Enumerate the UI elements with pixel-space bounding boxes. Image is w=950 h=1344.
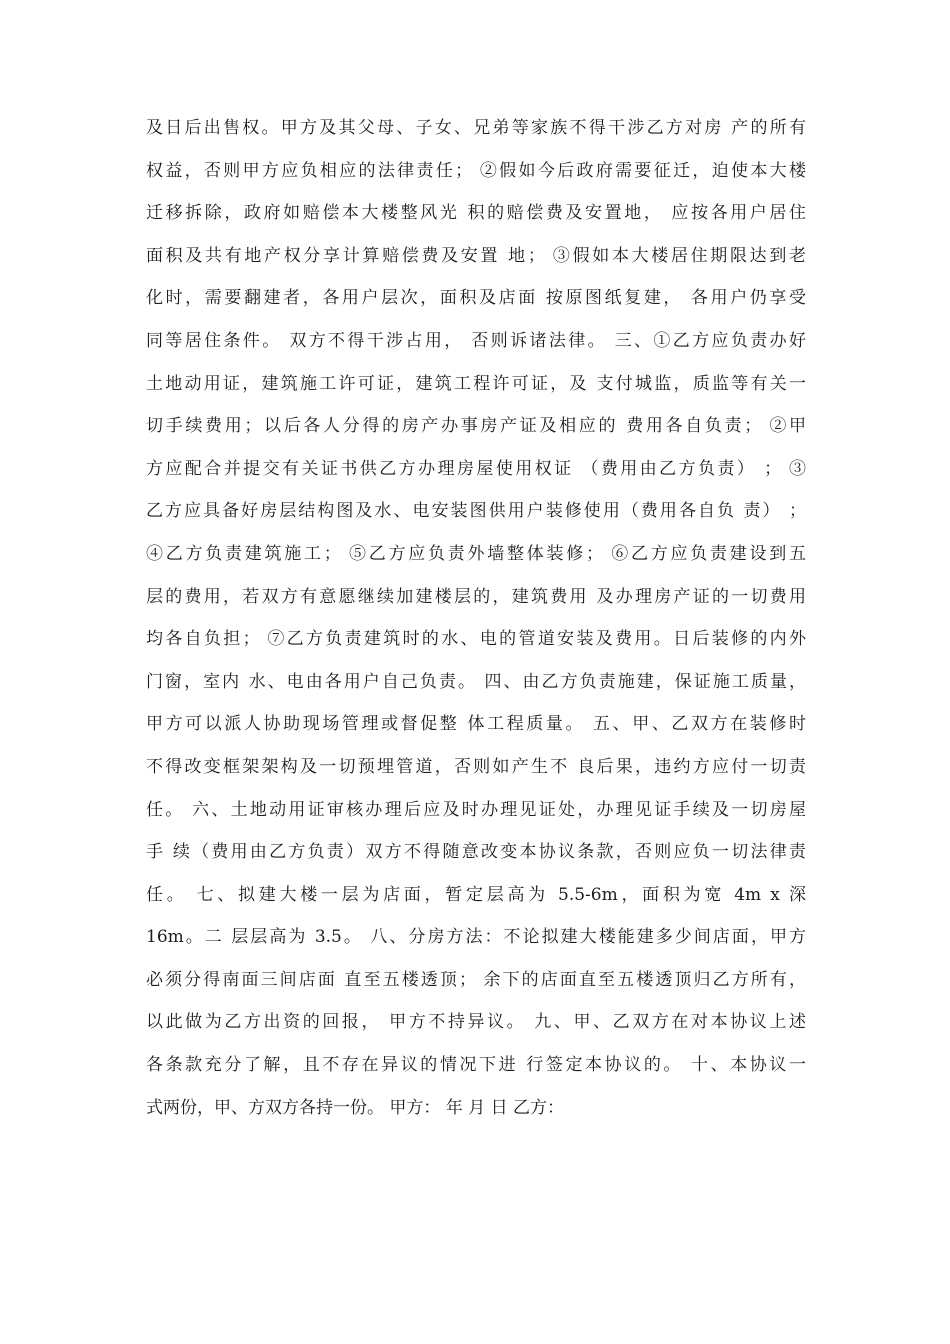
text-line-10: 乙方应具备好房层结构图及水、电安装图供用户装修使用（费用各自负 责） ； [146,501,806,522]
text-line-15: 甲方可以派人协助现场管理或督促整 体工程质量。 五、甲、乙双方在装修时 [146,714,806,735]
text-line-1: 及日后出售权。甲方及其父母、子女、兄弟等家族不得干涉乙方对房 产的所有 [146,118,806,138]
text-line-23: 各条款充分了解，且不存在异议的情况下进 行签定本协议的。 十、本协议一 [146,1055,806,1076]
text-line-13: 均各自负担； ⑦乙方负责建筑时的水、电的管道安装及费用。日后装修的内外 [146,629,806,650]
text-line-14: 门窗，室内 水、电由各用户自己负责。 四、由乙方负责施建，保证施工质量， [146,671,806,692]
text-line-3: 迁移拆除，政府如赔偿本大楼整风光 积的赔偿费及安置地， 应按各用户居住 [146,203,806,224]
text-line-22: 以此做为乙方出资的回报， 甲方不持异议。 九、甲、乙双方在对本协议上述 [146,1012,806,1033]
text-line-20: 16m。二 层层高为 3.5。 八、分房方法：不论拟建大楼能建多少间店面，甲方 [146,927,806,948]
text-line-24: 式两份，甲、方双方各持一份。 甲方： 年 月 日 乙方： [146,1097,565,1118]
text-line-19: 任。 七、拟建大楼一层为店面，暂定层高为 5.5-6m，面积为宽 4m x 深 [146,884,806,905]
text-line-6: 同等居住条件。 双方不得干涉占用， 否则诉诸法律。 三、①乙方应负责办好 [146,330,806,351]
text-line-4: 面积及共有地产权分享计算赔偿费及安置 地； ③假如本大楼居住期限达到老 [146,245,806,266]
text-line-5: 化时，需要翻建者，各用户层次，面积及店面 按原图纸复建， 各用户仍享受 [146,288,806,309]
text-line-11: ④乙方负责建筑施工； ⑤乙方应负责外墙整体装修； ⑥乙方应负责建设到五 [146,543,806,564]
agreement-body-text [146,120,806,1142]
text-line-18: 手 续（费用由乙方负责）双方不得随意改变本协议条款，否则应负一切法律责 [146,842,806,863]
text-line-17: 任。 六、土地动用证审核办理后应及时办理见证处，办理见证手续及一切房屋 [146,799,806,820]
text-line-9: 方应配合并提交有关证书供乙方办理房屋使用权证 （费用由乙方负责） ； ③ [146,458,806,479]
text-line-12: 层的费用，若双方有意愿继续加建楼层的，建筑费用 及办理房产证的一切费用 [146,586,806,607]
text-line-2: 权益，否则甲方应负相应的法律责任； ②假如今后政府需要征迁，迫使本大楼 [146,160,806,181]
text-line-21: 必须分得南面三间店面 直至五楼透顶； 余下的店面直至五楼透顶归乙方所有， [146,969,806,990]
text-line-16: 不得改变框架架构及一切预埋管道，否则如产生不 良后果，违约方应付一切责 [146,756,806,777]
text-line-7: 土地动用证，建筑施工许可证，建筑工程许可证，及 支付城监，质监等有关一 [146,373,806,394]
text-line-8: 切手续费用；以后各人分得的房产办事房产证及相应的 费用各自负责； ②甲 [146,416,806,437]
